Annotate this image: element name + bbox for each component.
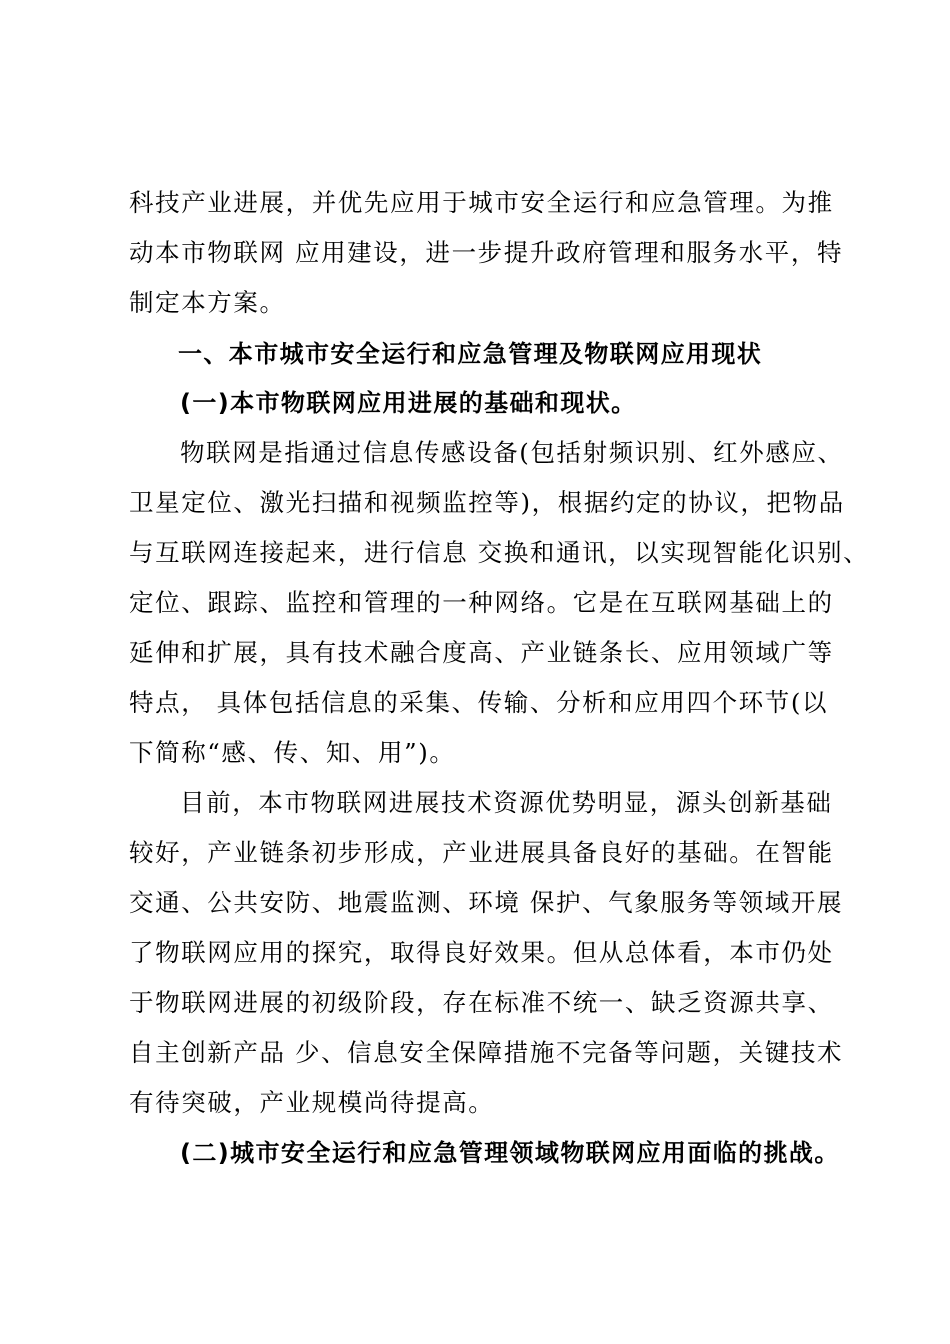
paragraph-line: 有待突破，产业规模尚待提高。 xyxy=(129,1088,495,1117)
paragraph-line: 卫星定位、激光扫描和视频监控等)，根据约定的协议，把物品 xyxy=(129,488,845,517)
paragraph-line: 定位、跟踪、监控和管理的一种网络。它是在互联网基础上的 xyxy=(129,588,834,617)
subsection-heading: (一)本市物联网应用进展的基础和现状。 xyxy=(180,389,637,417)
subsection-heading: (二)城市安全运行和应急管理领域物联网应用面临的挑战。 xyxy=(180,1139,840,1167)
paragraph-line: 特点， 具体包括信息的采集、传输、分析和应用四个环节(以 xyxy=(129,688,829,717)
paragraph-line: 较好，产业链条初步形成，产业进展具备良好的基础。在智能 xyxy=(129,838,834,867)
paragraph-line: 与互联网连接起来，进行信息 交换和通讯，以实现智能化识别、 xyxy=(129,538,870,567)
intro-line: 动本市物联网 应用建设，进一步提升政府管理和服务水平，特 xyxy=(129,238,844,267)
paragraph-line: 于物联网进展的初级阶段，存在标准不统一、缺乏资源共享、 xyxy=(129,988,834,1017)
section-heading: 一、本市城市安全运行和应急管理及物联网应用现状 xyxy=(178,340,763,368)
paragraph-line: 下简称“感、传、知、用”)。 xyxy=(129,738,456,767)
paragraph-line: 交通、公共安防、地震监测、环境 保护、气象服务等领域开展 xyxy=(129,888,844,917)
paragraph-line: 自主创新产品 少、信息安全保障措施不完备等问题，关键技术 xyxy=(129,1038,844,1067)
intro-line: 制定本方案。 xyxy=(129,288,286,317)
paragraph-line: 了物联网应用的探究，取得良好效果。但从总体看，本市仍处 xyxy=(129,938,834,967)
intro-line: 科技产业进展，并优先应用于城市安全运行和应急管理。为推 xyxy=(129,188,834,217)
paragraph-line: 延伸和扩展，具有技术融合度高、产业链条长、应用领域广等 xyxy=(129,638,834,667)
paragraph-line: 物联网是指通过信息传感设备(包括射频识别、红外感应、 xyxy=(180,438,844,467)
paragraph-line: 目前，本市物联网进展技术资源优势明显，源头创新基础 xyxy=(180,788,833,817)
